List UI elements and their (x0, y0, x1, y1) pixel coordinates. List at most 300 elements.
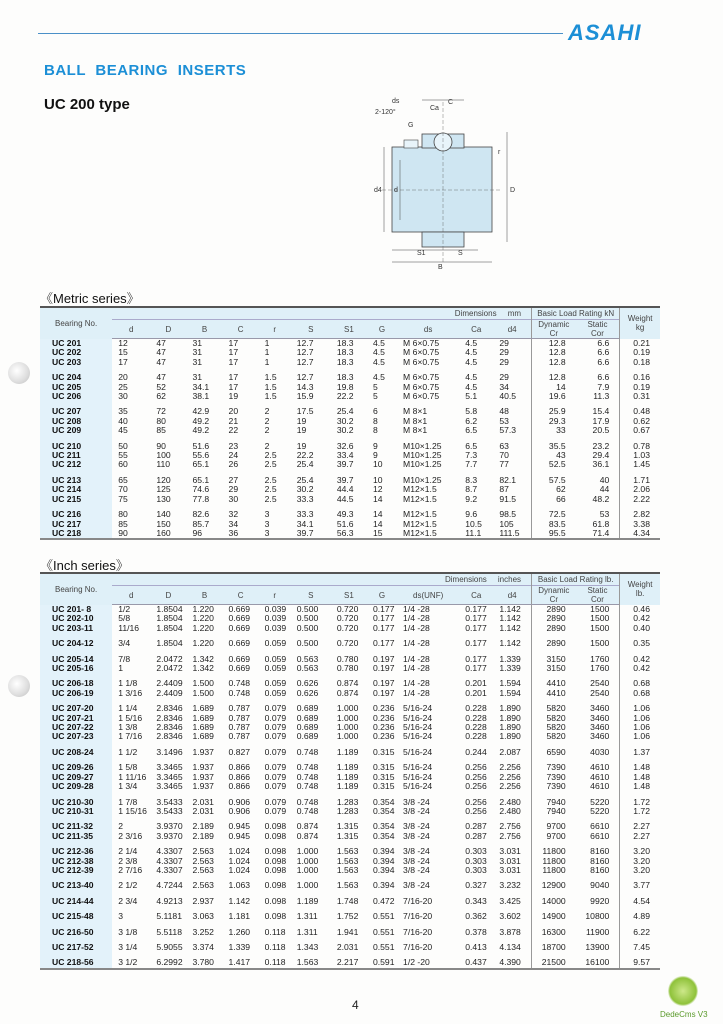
cell-8: 0.394 (372, 864, 395, 875)
cell-2: 4.7244 (156, 880, 183, 891)
cell-10: 0.362 (465, 911, 487, 922)
label-capital-d: D (510, 187, 516, 194)
cell-5: 0.039 (264, 604, 287, 614)
label-c: C (448, 99, 454, 106)
cell-7: 0.780 (336, 653, 359, 664)
table-row (40, 782, 660, 791)
cell-4: 17 (228, 356, 239, 367)
cell-10: 0.177 (465, 663, 487, 674)
cell-8: 0.236 (372, 703, 395, 714)
cell-4: 19 (228, 391, 239, 402)
cell-3: 34.1 (192, 381, 210, 392)
cell-8: 0.315 (372, 771, 395, 782)
cell-2: 5.9055 (156, 941, 183, 952)
dimensions-unit: mm (507, 309, 522, 318)
cell-9: 3/8 -24 (403, 864, 430, 875)
cell-1: 1 5/8 (118, 762, 138, 773)
table-row (40, 460, 660, 469)
cell-1: 2 1/2 (118, 880, 138, 891)
cell-1: 2 3/4 (118, 895, 138, 906)
cell-10: 5.8 (465, 406, 478, 417)
bearing-number: UC 211-35 (40, 832, 112, 841)
cr-label: Cr (549, 595, 559, 604)
cell-10: 6.5 (465, 440, 478, 451)
watermark-icon (668, 975, 698, 1007)
cell-6: 30.2 (296, 484, 314, 495)
cell-1: 1 1/4 (118, 703, 138, 714)
cell-14: 0.62 (620, 417, 660, 426)
cell-14: 0.67 (620, 426, 660, 435)
cell-10: 6.2 (465, 415, 478, 426)
cell-2: 72 (156, 406, 166, 417)
cell-12: 7390 (532, 773, 576, 782)
cell-14: 0.42 (620, 664, 660, 673)
cell-7: 1.563 (336, 880, 359, 891)
cell-7: 19.8 (336, 381, 354, 392)
cell-10: 0.201 (465, 678, 487, 689)
cell-6: 0.500 (296, 613, 319, 624)
cell-1: 20 (118, 372, 128, 383)
table-row (40, 639, 660, 648)
label-r: r (498, 149, 501, 156)
cell-5: 1.5 (264, 381, 277, 392)
cell-5: 0.079 (264, 746, 287, 757)
cell-3: 96 (186, 529, 222, 539)
brand-logo: ASAHI (568, 20, 642, 45)
cell-5: 0.118 (264, 926, 286, 937)
static-header (576, 320, 620, 339)
cell-11: 82.1 (499, 474, 517, 485)
cell-14: 0.18 (620, 358, 660, 367)
cell-6: 0.563 (296, 653, 319, 664)
weight-header (620, 573, 660, 605)
cell-1: 65 (118, 474, 128, 485)
cell-6: 0.689 (296, 722, 319, 733)
cell-8: 9 (372, 450, 378, 461)
cell-4: 17 (228, 381, 239, 392)
column-header-r: r (259, 320, 291, 339)
cell-8: 10 (372, 474, 383, 485)
cell-1: 2 1/4 (118, 846, 138, 857)
cell-14: 0.16 (620, 373, 660, 382)
cell-13: 53 (599, 509, 610, 520)
bearing-number: UC 209-28 (40, 782, 112, 791)
cell-5: 1.5 (264, 391, 277, 402)
bearing-number: UC 217-52 (40, 943, 112, 952)
cell-6: 1.343 (296, 941, 319, 952)
cell-10: 0.378 (465, 926, 487, 937)
cell-6: 0.500 (296, 638, 319, 649)
cell-7: 1.000 (336, 722, 359, 733)
cell-10: 4.5 (465, 381, 478, 392)
cell-9: 5/16-24 (403, 731, 433, 742)
cell-10: 8.3 (465, 474, 478, 485)
cell-3: 38.1 (192, 391, 210, 402)
cell-4: 22 (228, 425, 239, 436)
cell-2: 47 (156, 347, 166, 358)
cell-3: 2.563 (192, 880, 214, 891)
cell-12: 14 (532, 383, 576, 392)
cell-14: 0.42 (620, 655, 660, 664)
cell-5: 0.118 (259, 958, 291, 968)
cell-8: 0.315 (372, 762, 395, 773)
cell-6: 1.000 (296, 855, 319, 866)
cell-9: 1/4 -28 (403, 687, 430, 698)
cell-14: 0.40 (620, 624, 660, 633)
cell-10: 0.287 (465, 830, 487, 841)
cell-12: 7390 (532, 763, 576, 772)
cell-7: 22.2 (336, 391, 354, 402)
cell-12: 62 (532, 485, 576, 494)
cell-1: 17 (118, 356, 128, 367)
cell-11: 3.031 (499, 864, 521, 875)
cell-7: 1.189 (336, 746, 359, 757)
cell-2: 80 (156, 415, 166, 426)
cell-3: 85.7 (192, 518, 210, 529)
cell-1: 45 (118, 425, 128, 436)
column-header-d: d (112, 320, 150, 339)
cell-9: M12×1.5 (403, 518, 437, 529)
cell-11: 1.890 (499, 712, 521, 723)
cell-6: 0.689 (296, 712, 319, 723)
cell-7: 30.2 (336, 415, 354, 426)
cell-12: 5820 (532, 732, 576, 741)
cell-7: 1.283 (336, 805, 359, 816)
cell-11: 29 (499, 356, 509, 367)
cell-4: 21 (228, 415, 239, 426)
cell-4: 1.024 (228, 846, 251, 857)
cell-9: 5/16-24 (403, 722, 433, 733)
bearing-number: UC 215-48 (40, 912, 112, 921)
cell-10: 8.7 (465, 484, 478, 495)
cell-11: 1.890 (499, 703, 521, 714)
cell-6: 1.563 (291, 958, 331, 968)
cell-6: 0.748 (296, 781, 319, 792)
bearing-number: UC 212-38 (40, 857, 112, 866)
cell-2: 5.1181 (156, 911, 182, 922)
cell-13: 17.9 (592, 415, 610, 426)
cell-7: 1.941 (336, 926, 359, 937)
table-row (40, 358, 660, 367)
cell-6: 0.626 (296, 687, 319, 698)
cell-11: 1.594 (499, 687, 521, 698)
cell-10: 0.256 (465, 805, 487, 816)
cell-13: 6.6 (597, 356, 610, 367)
cell-5: 0.098 (264, 830, 287, 841)
cell-5: 0.079 (264, 771, 287, 782)
cell-12: 25.9 (532, 407, 576, 416)
cell-4: 32 (228, 509, 239, 520)
cell-6: 0.748 (296, 746, 319, 757)
cell-11: 34 (499, 381, 509, 392)
load-rating-header: Basic Load Rating kN (532, 307, 620, 320)
cell-11: 2.480 (499, 796, 521, 807)
static-label: Static (587, 320, 608, 329)
cell-13: 5220 (590, 796, 610, 807)
column-header-ca: Ca (459, 320, 493, 339)
cell-9: M 6×0.75 (403, 381, 440, 392)
label-s1: S1 (417, 250, 426, 257)
cell-9: 3/8 -24 (403, 880, 430, 891)
cell-9: 1/4 -28 (403, 613, 430, 624)
cell-6: 0.500 (296, 604, 319, 614)
cell-4: 0.866 (228, 762, 251, 773)
cell-2: 4.3307 (156, 855, 183, 866)
cell-9: M12×1.5 (403, 484, 437, 495)
cell-13: 1500 (590, 613, 610, 624)
cell-11: 29 (499, 338, 509, 348)
cell-3: 65.1 (192, 459, 210, 470)
cell-4: 0.945 (228, 830, 251, 841)
cell-4: 27 (228, 474, 239, 485)
cell-11: 105 (499, 518, 514, 529)
cell-1: 7/8 (118, 653, 131, 664)
cell-5: 2.5 (264, 484, 277, 495)
cell-7: 1.748 (336, 895, 359, 906)
cell-9: 3/8 -24 (403, 830, 430, 841)
cell-9: 1/4 -28 (403, 604, 430, 614)
cell-8: 14 (372, 493, 383, 504)
bearing-number: UC 214-44 (40, 897, 112, 906)
bearing-number: UC 206 (40, 392, 112, 401)
cell-10: 0.256 (465, 796, 487, 807)
cr-label: Cr (549, 329, 559, 338)
cell-8: 4.5 (372, 347, 385, 358)
cell-3: 1.500 (192, 687, 214, 698)
cell-9: 1/4 -28 (403, 653, 430, 664)
cell-2: 100 (156, 450, 171, 461)
cell-3: 1.220 (192, 622, 214, 633)
cell-13: 48.2 (592, 493, 610, 504)
cell-6: 25.4 (296, 459, 314, 470)
cell-6: 0.748 (296, 762, 319, 773)
cell-9: M 6×0.75 (403, 372, 440, 383)
cell-2: 85 (156, 425, 166, 436)
cell-4: 0.787 (228, 712, 251, 723)
cell-12: 2890 (532, 624, 576, 633)
bearing-number: UC 212-36 (40, 847, 112, 856)
cell-10: 10.5 (465, 518, 482, 529)
cell-1: 3 1/8 (118, 926, 138, 937)
cell-6: 12.7 (296, 372, 314, 383)
table-row (40, 881, 660, 890)
cell-11: 1.339 (499, 653, 521, 664)
cell-11: 1.339 (499, 663, 521, 674)
cell-5: 0.039 (264, 622, 287, 633)
cell-10: 9.6 (465, 509, 478, 520)
cell-3: 49.2 (192, 425, 210, 436)
cell-5: 0.079 (264, 762, 287, 773)
cell-13: 4610 (590, 781, 610, 792)
cell-2: 2.0472 (156, 663, 183, 674)
cell-3: 31 (192, 356, 202, 367)
cell-6: 0.748 (296, 805, 319, 816)
cell-7: 0.780 (336, 663, 359, 674)
cell-6: 1.311 (296, 926, 318, 937)
column-header-d4: d4 (493, 320, 531, 339)
bearing-number: UC 204 (40, 373, 112, 382)
cor-label: Cor (591, 329, 604, 338)
table-row (40, 748, 660, 757)
cell-4: 23 (228, 440, 239, 451)
cell-7: 18.3 (336, 372, 354, 383)
column-header-d: d (112, 586, 150, 605)
cell-11: 40.5 (499, 391, 517, 402)
dimensions-header (112, 307, 531, 320)
cell-6: 25.4 (296, 474, 314, 485)
cell-8: 0.177 (372, 622, 395, 633)
weight-unit: lb. (635, 589, 645, 599)
cell-13: 11.3 (593, 391, 610, 402)
cell-11: 2.256 (499, 762, 521, 773)
bearing-number: UC 212 (40, 460, 112, 469)
cell-12: 11800 (532, 866, 576, 875)
cell-1: 75 (118, 493, 128, 504)
cell-14: 7.45 (620, 943, 660, 952)
cell-4: 1.142 (228, 895, 251, 906)
cell-1: 3 1/2 (112, 958, 150, 968)
bearing-no-header: Bearing No. (40, 573, 112, 605)
cell-13: 11900 (586, 926, 610, 937)
cell-10: 0.244 (465, 746, 487, 757)
cell-4: 0.669 (228, 604, 251, 614)
cell-10: 0.256 (465, 771, 487, 782)
label-d: d (394, 187, 398, 194)
cell-11: 4.390 (493, 958, 531, 968)
bearing-number: UC 210 (40, 442, 112, 451)
label-ds: ds (392, 98, 400, 105)
cell-7: 0.720 (336, 613, 359, 624)
cell-5: 0.098 (264, 880, 287, 891)
cell-13: 36.1 (592, 459, 610, 470)
cell-14: 0.78 (620, 442, 660, 451)
cell-7: 0.720 (336, 604, 359, 614)
page-subtitle: UC 200 type (44, 96, 130, 113)
cell-8: 10 (372, 459, 383, 470)
cell-5: 1 (264, 356, 270, 367)
table-row (40, 943, 660, 952)
cell-1: 2 3/16 (118, 830, 143, 841)
cell-5: 0.079 (264, 796, 287, 807)
cell-9: 3/8 -24 (403, 796, 430, 807)
cell-2: 2.8346 (156, 722, 183, 733)
cell-5: 0.098 (264, 895, 287, 906)
cell-14: 2.27 (620, 832, 660, 841)
cell-14: 1.06 (620, 732, 660, 741)
cell-3: 1.220 (192, 604, 214, 614)
bearing-no-header: Bearing No. (40, 307, 112, 339)
cell-5: 0.118 (264, 941, 286, 952)
cell-12: 95.5 (532, 529, 576, 539)
cell-12: 2890 (532, 639, 576, 648)
cell-11: 48 (499, 406, 509, 417)
cell-13: 23.2 (592, 440, 610, 451)
cell-14: 0.35 (620, 639, 660, 648)
cell-9: M 8×1 (403, 415, 428, 426)
cell-4: 0.748 (228, 687, 251, 698)
column-header-g: G (367, 320, 397, 339)
cell-4: 0.669 (228, 613, 251, 624)
cell-1: 1 5/16 (118, 712, 143, 723)
cell-3: 31 (192, 372, 202, 383)
cell-1: 25 (118, 381, 128, 392)
cell-3: 2.031 (192, 805, 214, 816)
cell-13: 6.6 (597, 347, 610, 358)
cell-9: 3/8 -24 (403, 846, 430, 857)
cell-10: 5.1 (465, 391, 478, 402)
cell-1: 2 (118, 821, 123, 832)
dynamic-header (532, 586, 576, 605)
inch-series-heading: 《Inch series》 (40, 558, 129, 573)
cell-6: 19 (296, 440, 307, 451)
cell-12: 66 (532, 495, 576, 504)
cell-8: 0.177 (372, 604, 395, 614)
cell-5: 0.079 (264, 703, 287, 714)
cell-3: 2.563 (192, 855, 214, 866)
cell-10: 0.343 (465, 895, 487, 906)
cell-3: 1.689 (192, 731, 214, 742)
cell-4: 0.945 (228, 821, 251, 832)
cell-1: 80 (118, 509, 128, 520)
cell-3: 3.374 (192, 941, 214, 952)
cell-5: 0.079 (264, 805, 287, 816)
table-row (40, 958, 660, 968)
cell-10: 11.1 (459, 529, 493, 539)
bearing-number: UC 215 (40, 495, 112, 504)
cell-1: 85 (118, 518, 128, 529)
cell-7: 1.189 (336, 771, 359, 782)
cell-8: 0.236 (372, 731, 395, 742)
cell-12: 7390 (532, 782, 576, 791)
cell-12: 43 (532, 451, 576, 460)
cell-2: 2.8346 (156, 731, 183, 742)
weight-header (620, 307, 660, 339)
cell-12: 52.5 (532, 460, 576, 469)
cell-5: 2.5 (264, 459, 277, 470)
cell-2: 1.8504 (156, 604, 183, 614)
cell-14: 1.72 (620, 798, 660, 807)
inch-series-table (40, 572, 660, 970)
cell-6: 12.7 (296, 347, 314, 358)
cell-6: 39.7 (291, 529, 331, 539)
cell-13: 40 (599, 474, 610, 485)
bearing-number: UC 208-24 (40, 748, 112, 757)
cell-8: 0.551 (372, 941, 395, 952)
cell-11: 63 (499, 440, 509, 451)
bearing-number: UC 202-10 (40, 614, 112, 623)
cell-1: 50 (118, 440, 128, 451)
cell-9: 5/16-24 (403, 762, 433, 773)
cell-12: 18700 (532, 943, 576, 952)
cell-11: 1.890 (499, 722, 521, 733)
cell-10: 0.287 (465, 821, 487, 832)
label-b: B (438, 264, 443, 271)
cell-8: 15 (367, 529, 397, 539)
cell-13: 1760 (590, 663, 610, 674)
cell-2: 2.8346 (156, 703, 183, 714)
cell-9: 3/8 -24 (403, 821, 430, 832)
column-header-b: B (186, 320, 222, 339)
cell-9: M10×1.25 (403, 459, 442, 470)
cell-2: 52 (156, 381, 166, 392)
cell-2: 6.2992 (150, 958, 186, 968)
cell-12: 12900 (532, 881, 576, 890)
cell-11: 1.594 (499, 678, 521, 689)
cell-13: 1500 (590, 622, 610, 633)
cell-14: 0.21 (620, 339, 660, 349)
cell-5: 0.059 (264, 653, 287, 664)
cell-3: 1.937 (192, 781, 214, 792)
